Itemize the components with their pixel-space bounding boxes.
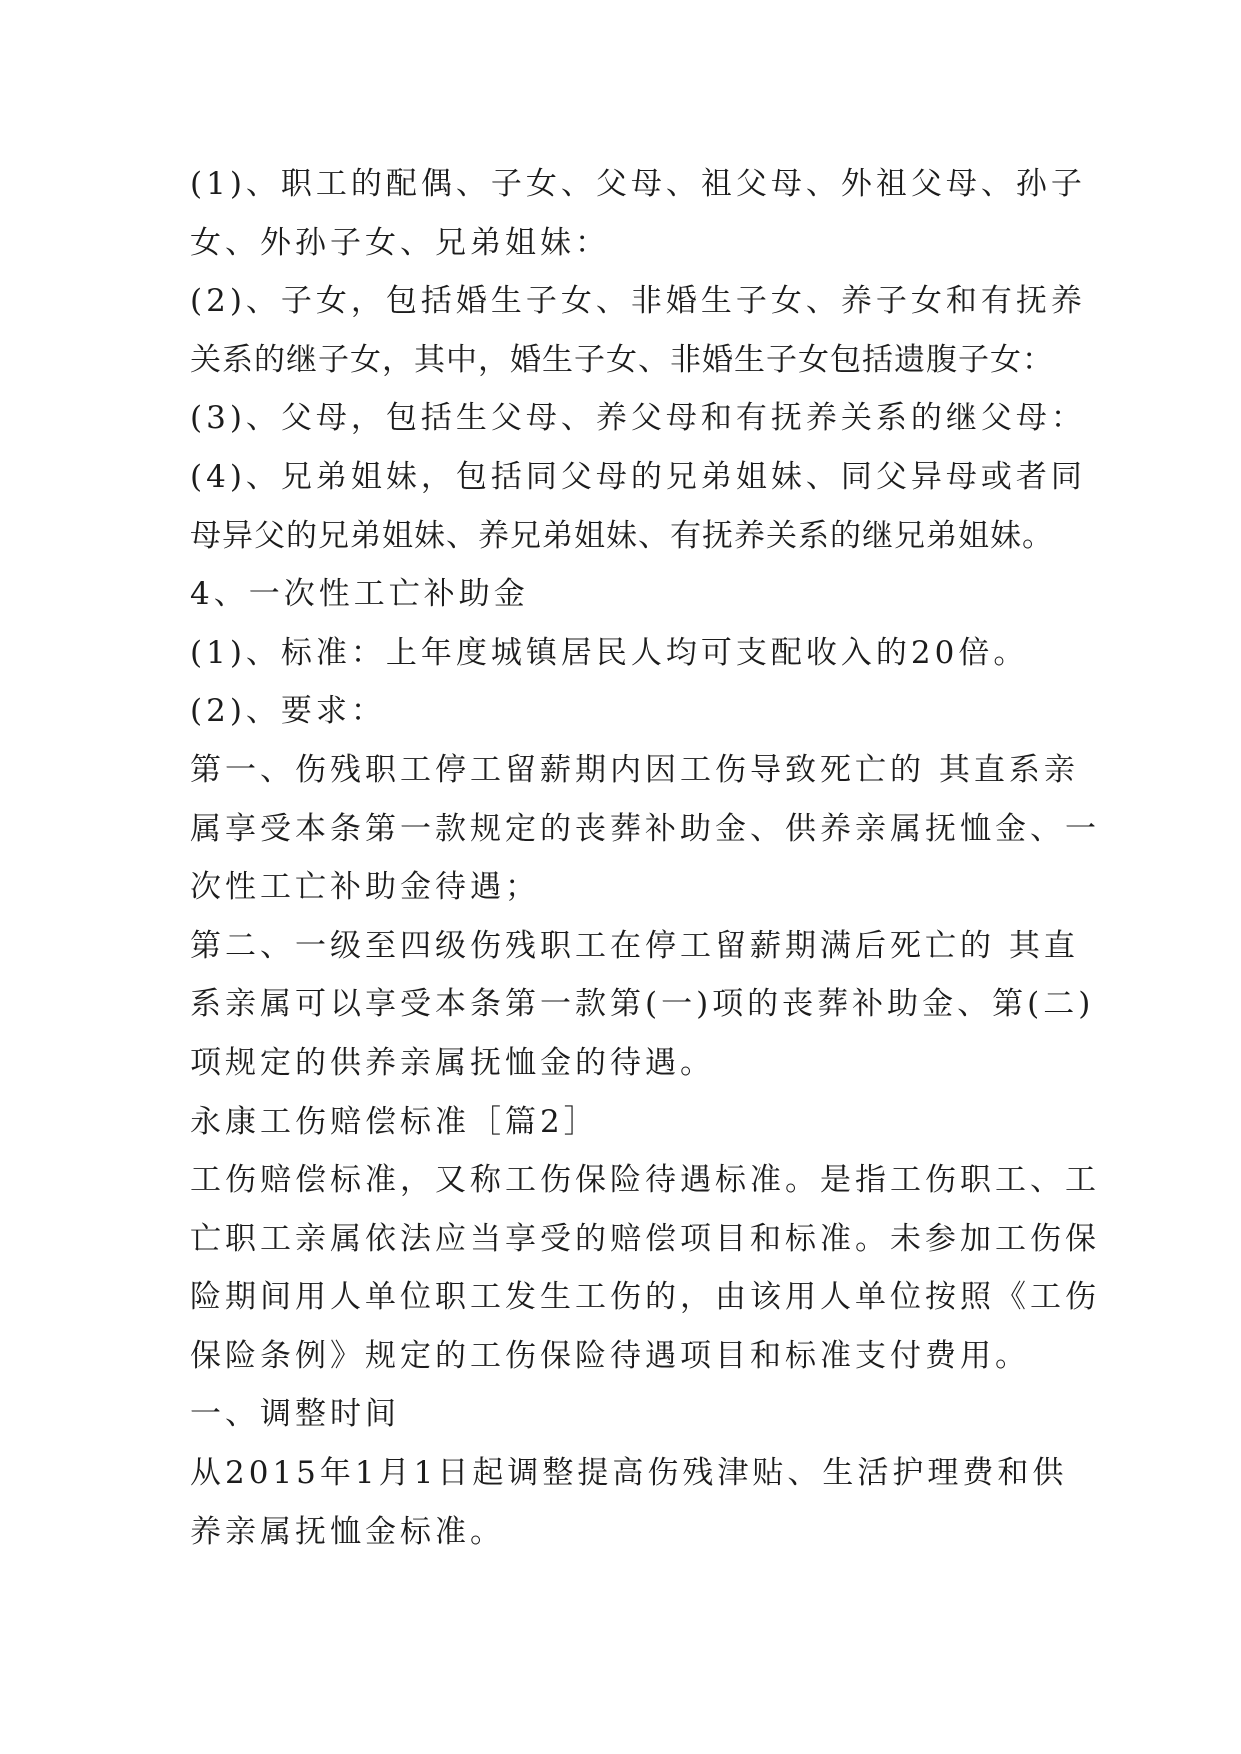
text-line: 母异父的兄弟姐妹、养兄弟姐妹、有抚养关系的继兄弟姐妹。 — [190, 517, 1054, 554]
section-heading: 一、调整时间 — [190, 1396, 400, 1433]
text-line: 女、外孙子女、兄弟姐妹： — [190, 224, 610, 261]
text-line: (1)、标准：上年度城镇居民人均可支配收入的20倍。 — [190, 634, 1029, 671]
text-line: 次性工亡补助金待遇； — [190, 869, 540, 906]
section-heading: 永康工伤赔偿标准［篇2］ — [190, 1103, 599, 1140]
text-line: 属享受本条第一款规定的丧葬补助金、供养亲属抚恤金、一 — [190, 810, 1100, 847]
text-line: 项规定的供养亲属抚恤金的待遇。 — [190, 1044, 715, 1081]
text-line: 工伤赔偿标准，又称工伤保险待遇标准。是指工伤职工、工 — [190, 1162, 1100, 1199]
text-line: (4)、兄弟姐妹，包括同父母的兄弟姐妹、同父异母或者同 — [190, 458, 1086, 495]
text-line: 第二、一级至四级伤残职工在停工留薪期满后死亡的 其直 — [190, 927, 1079, 964]
text-line: (3)、父母，包括生父母、养父母和有抚养关系的继父母： — [190, 400, 1086, 437]
text-line: 系亲属可以享受本条第一款第(一)项的丧葬补助金、第(二) — [190, 986, 1095, 1023]
text-line: 保险条例》规定的工伤保险待遇项目和标准支付费用。 — [190, 1337, 1030, 1374]
text-line: (2)、要求： — [190, 693, 386, 730]
section-heading: 4、一次性工亡补助金 — [190, 576, 529, 613]
document-body — [190, 155, 1100, 1561]
text-line: (1)、职工的配偶、子女、父母、祖父母、外祖父母、孙子 — [190, 166, 1086, 202]
text-line: 从2015年1月1日起调整提高伤残津贴、生活护理费和供 — [190, 1455, 1068, 1492]
text-line: 险期间用人单位职工发生工伤的，由该用人单位按照《工伤 — [190, 1279, 1100, 1316]
text-line: 第一、伤残职工停工留薪期内因工伤导致死亡的 其直系亲 — [190, 751, 1079, 788]
text-line: 关系的继子女，其中，婚生子女、非婚生子女包括遗腹子女： — [190, 341, 1054, 378]
text-line: 亡职工亲属依法应当享受的赔偿项目和标准。未参加工伤保 — [190, 1220, 1100, 1257]
text-line: (2)、子女，包括婚生子女、非婚生子女、养子女和有抚养 — [190, 283, 1086, 320]
text-line: 养亲属抚恤金标准。 — [190, 1513, 505, 1550]
